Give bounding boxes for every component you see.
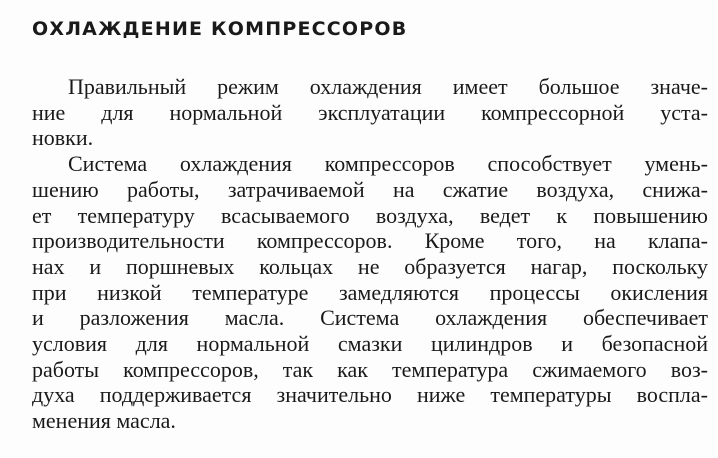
text-line: нах и поршневых кольцах не образуется нагар, поскольку <box>32 253 708 279</box>
section-heading: ОХЛАЖДЕНИЕ КОМПРЕССОРОВ <box>32 18 408 40</box>
text-line: новки. <box>32 125 94 151</box>
text-line: ние для нормальной эксплуатации компрессорной уста- <box>32 99 708 125</box>
text-line: и разложения масла. Система охлаждения обеспечивает <box>32 305 708 331</box>
body-text <box>32 74 708 434</box>
text-line: Правильный режим охлаждения имеет большое значе- <box>68 74 708 99</box>
text-line: духа поддерживается значительно ниже температуры воспла- <box>32 382 708 408</box>
paragraph-2 <box>32 151 708 434</box>
text-line: Система охлаждения компрессоров способствует умень- <box>68 151 708 177</box>
paragraph-1 <box>32 74 708 151</box>
text-line: менения масла. <box>32 408 176 434</box>
text-line: условия для нормальной смазки цилиндров и безопасной <box>32 331 708 357</box>
text-line: ет температуру всасываемого воздуха, ведет к повышению <box>32 202 708 228</box>
text-line: при низкой температуре замедляются процессы окисления <box>32 279 708 305</box>
text-line: работы компрессоров, так как температура сжимаемого воз- <box>32 356 708 382</box>
text-line: шению работы, затрачиваемой на сжатие воздуха, снижа- <box>32 176 708 202</box>
text-line: производительности компрессоров. Кроме того, на клапа- <box>32 228 708 254</box>
